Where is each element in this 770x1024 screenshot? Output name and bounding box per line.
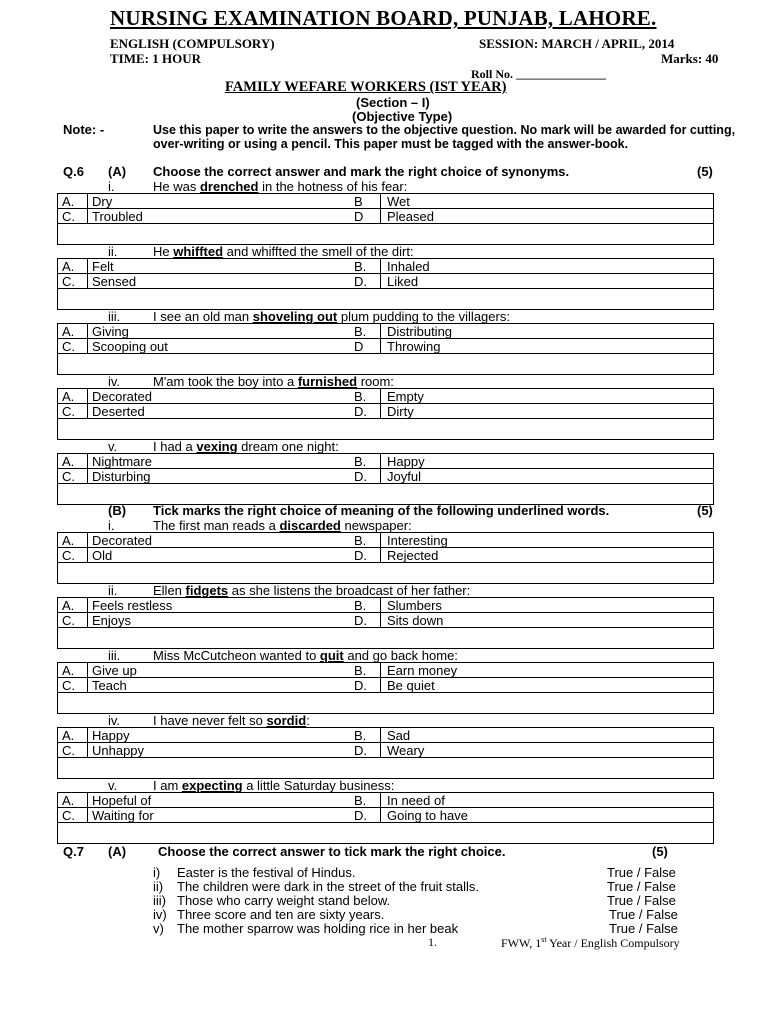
note-text: Use this paper to write the answers to the objective question. No mark will be awarded for cutting, over-writing or using a pencil. This paper must be tagged with the answer-book. bbox=[153, 123, 736, 151]
option-d[interactable]: Pleased bbox=[387, 209, 434, 224]
option-letter: B. bbox=[354, 259, 367, 274]
option-b[interactable]: Slumbers bbox=[387, 598, 442, 613]
option-c[interactable]: Old bbox=[92, 548, 113, 563]
option-letter: D bbox=[354, 209, 364, 224]
option-a[interactable]: Giving bbox=[92, 324, 129, 339]
option-letter: C. bbox=[62, 469, 75, 484]
true-false-statement bbox=[153, 879, 479, 894]
option-a[interactable]: Nightmare bbox=[92, 454, 152, 469]
question-text-post: newspaper: bbox=[340, 518, 412, 533]
underlined-word: vexing bbox=[196, 439, 238, 454]
session-label: SESSION: MARCH / APRIL, 2014 bbox=[479, 36, 675, 51]
option-b[interactable]: In need of bbox=[387, 793, 445, 808]
option-letter: C. bbox=[62, 613, 75, 628]
question-text-pre: I am bbox=[153, 778, 182, 793]
option-letter: A. bbox=[62, 728, 75, 743]
option-b[interactable]: Happy bbox=[387, 454, 425, 469]
answer-space[interactable] bbox=[58, 758, 713, 778]
options-row bbox=[58, 663, 713, 678]
board-title: NURSING EXAMINATION BOARD, PUNJAB, LAHORE. bbox=[110, 6, 657, 30]
true-false-statement bbox=[153, 907, 384, 922]
question-text-post: a little Saturday business: bbox=[242, 778, 395, 793]
question-text-post: dream one night: bbox=[237, 439, 339, 454]
question-number: v. bbox=[108, 778, 118, 793]
option-letter: B bbox=[354, 194, 363, 209]
section-label: (Section – I) bbox=[356, 95, 430, 110]
question-stem bbox=[108, 519, 412, 533]
option-letter: D. bbox=[354, 808, 367, 823]
option-d[interactable]: Sits down bbox=[387, 613, 444, 628]
options-row bbox=[58, 404, 713, 419]
question-stem bbox=[108, 440, 339, 454]
options-row bbox=[58, 454, 713, 469]
options-row bbox=[58, 678, 713, 693]
options-row bbox=[58, 808, 713, 823]
option-d[interactable]: Joyful bbox=[387, 469, 421, 484]
option-letter: B. bbox=[354, 533, 367, 548]
option-b[interactable]: Earn money bbox=[387, 663, 458, 678]
question-text-pre: Miss McCutcheon wanted to bbox=[153, 648, 320, 663]
option-b[interactable]: Interesting bbox=[387, 533, 448, 548]
option-a[interactable]: Happy bbox=[92, 728, 130, 743]
options-row bbox=[58, 793, 713, 808]
statement-text: Three score and ten are sixty years. bbox=[177, 907, 385, 922]
question-text-post: plum pudding to the villagers: bbox=[337, 309, 510, 324]
true-false-choice[interactable]: True / False bbox=[607, 865, 676, 880]
subject-label: ENGLISH (COMPULSORY) bbox=[110, 36, 275, 51]
question-text-post: and go back home: bbox=[343, 648, 458, 663]
true-false-choice[interactable]: True / False bbox=[607, 893, 676, 908]
question-stem bbox=[108, 649, 458, 663]
option-letter: D. bbox=[354, 613, 367, 628]
option-d[interactable]: Throwing bbox=[387, 339, 441, 354]
options-row bbox=[58, 743, 713, 758]
question-number: v. bbox=[108, 439, 118, 454]
option-letter: D. bbox=[354, 469, 367, 484]
q6-part-b-marks: (5) bbox=[697, 503, 713, 518]
option-letter: D. bbox=[354, 548, 367, 563]
option-letter: C. bbox=[62, 209, 75, 224]
statement-text: Easter is the festival of Hindus. bbox=[177, 865, 356, 880]
q6-part-b-label: (B) bbox=[108, 503, 127, 518]
true-false-statement bbox=[153, 893, 390, 908]
underlined-word: furnished bbox=[297, 374, 358, 389]
option-letter: A. bbox=[62, 454, 75, 469]
question-number: i. bbox=[108, 518, 115, 533]
option-d[interactable]: Rejected bbox=[387, 548, 439, 563]
option-letter: C. bbox=[62, 339, 75, 354]
option-letter: D. bbox=[354, 404, 367, 419]
option-a[interactable]: Decorated bbox=[92, 533, 152, 548]
options-row bbox=[58, 274, 713, 289]
q6-part-a-label: (A) bbox=[108, 164, 127, 179]
options-row bbox=[58, 598, 713, 613]
option-c[interactable]: Teach bbox=[92, 678, 127, 693]
statement-number: v) bbox=[153, 921, 164, 936]
question-stem bbox=[108, 180, 407, 194]
option-c[interactable]: Deserted bbox=[92, 404, 145, 419]
question-stem bbox=[108, 375, 394, 389]
question-stem bbox=[108, 310, 510, 324]
question-stem bbox=[108, 584, 470, 598]
answer-space[interactable] bbox=[58, 693, 713, 713]
question-text-post: and whiffted the smell of the dirt: bbox=[223, 244, 414, 259]
statement-text: The mother sparrow was holding rice in her beak bbox=[177, 921, 459, 936]
options-row bbox=[58, 339, 713, 354]
answer-space[interactable] bbox=[58, 419, 713, 439]
option-c[interactable]: Unhappy bbox=[92, 743, 145, 758]
option-letter: A. bbox=[62, 598, 75, 613]
answer-space[interactable] bbox=[58, 823, 713, 843]
underlined-word: quit bbox=[319, 648, 344, 663]
option-a[interactable]: Dry bbox=[92, 194, 113, 209]
option-c[interactable]: Scooping out bbox=[92, 339, 168, 354]
options-row bbox=[58, 548, 713, 563]
q6-part-b-instruction: Tick marks the right choice of meaning of the following underlined words. bbox=[153, 503, 610, 518]
option-letter: B. bbox=[354, 728, 367, 743]
options-table bbox=[57, 388, 714, 440]
question-number: iv. bbox=[108, 374, 121, 389]
option-letter: B. bbox=[354, 793, 367, 808]
option-letter: D. bbox=[354, 743, 367, 758]
option-letter: C. bbox=[62, 404, 75, 419]
options-table bbox=[57, 727, 714, 779]
option-letter: B. bbox=[354, 389, 367, 404]
question-text-post: : bbox=[306, 713, 310, 728]
option-letter: A. bbox=[62, 259, 75, 274]
statement-number: iii) bbox=[153, 893, 166, 908]
option-b[interactable]: Sad bbox=[387, 728, 411, 743]
option-d[interactable]: Liked bbox=[387, 274, 419, 289]
options-row bbox=[58, 194, 713, 209]
options-row bbox=[58, 324, 713, 339]
options-row bbox=[58, 259, 713, 274]
option-c[interactable]: Enjoys bbox=[92, 613, 132, 628]
options-table bbox=[57, 662, 714, 714]
option-letter: A. bbox=[62, 533, 75, 548]
option-b[interactable]: Inhaled bbox=[387, 259, 430, 274]
options-row bbox=[58, 728, 713, 743]
options-row bbox=[58, 389, 713, 404]
underlined-word: drenched bbox=[199, 179, 259, 194]
question-number: ii. bbox=[108, 583, 118, 598]
option-letter: A. bbox=[62, 663, 75, 678]
footer-text: FWW, 1st Year / English Compulsory bbox=[501, 935, 680, 950]
true-false-choice[interactable]: True / False bbox=[609, 921, 678, 936]
option-letter: D. bbox=[354, 274, 367, 289]
option-a[interactable]: Felt bbox=[92, 259, 114, 274]
option-letter: D. bbox=[354, 678, 367, 693]
option-a[interactable]: Hopeful of bbox=[92, 793, 152, 808]
option-letter: B. bbox=[354, 663, 367, 678]
q7-marks: (5) bbox=[652, 844, 668, 859]
answer-space[interactable] bbox=[58, 289, 713, 309]
question-number: ii. bbox=[108, 244, 118, 259]
options-table bbox=[57, 193, 714, 245]
option-d[interactable]: Be quiet bbox=[387, 678, 435, 693]
q6-number: Q.6 bbox=[63, 164, 84, 179]
question-text-post: as she listens the broadcast of her father: bbox=[228, 583, 471, 598]
question-number: iv. bbox=[108, 713, 121, 728]
option-letter: C. bbox=[62, 678, 75, 693]
option-c[interactable]: Disturbing bbox=[92, 469, 151, 484]
options-table bbox=[57, 597, 714, 649]
true-false-choice[interactable]: True / False bbox=[609, 907, 678, 922]
question-text-post: in the hotness of his fear: bbox=[258, 179, 408, 194]
time-label: TIME: 1 HOUR bbox=[110, 51, 201, 66]
question-number: iii. bbox=[108, 309, 121, 324]
option-letter: C. bbox=[62, 274, 75, 289]
option-letter: A. bbox=[62, 389, 75, 404]
option-letter: B. bbox=[354, 454, 367, 469]
question-text-pre: I see an old man bbox=[153, 309, 253, 324]
question-text-post: room: bbox=[357, 374, 394, 389]
options-row bbox=[58, 533, 713, 548]
option-c[interactable]: Troubled bbox=[92, 209, 143, 224]
option-a[interactable]: Feels restless bbox=[92, 598, 173, 613]
question-stem bbox=[108, 779, 394, 793]
q7-instruction: Choose the correct answer to tick mark the right choice. bbox=[158, 844, 506, 859]
answer-space[interactable] bbox=[58, 563, 713, 583]
options-table bbox=[57, 532, 714, 584]
options-table bbox=[57, 453, 714, 505]
question-text-pre: I had a bbox=[153, 439, 197, 454]
option-a[interactable]: Give up bbox=[92, 663, 137, 678]
q7-part-label: (A) bbox=[108, 844, 127, 859]
option-letter: C. bbox=[62, 743, 75, 758]
underlined-word: expecting bbox=[181, 778, 243, 793]
options-table bbox=[57, 258, 714, 310]
marks-label: Marks: 40 bbox=[661, 51, 719, 66]
statement-number: i) bbox=[153, 865, 161, 880]
option-letter: A. bbox=[62, 793, 75, 808]
answer-space[interactable] bbox=[58, 628, 713, 648]
question-stem bbox=[108, 245, 414, 259]
option-letter: D bbox=[354, 339, 364, 354]
options-row bbox=[58, 209, 713, 224]
q6-part-a-instruction: Choose the correct answer and mark the right choice of synonyms. bbox=[153, 164, 570, 179]
option-d[interactable]: Going to have bbox=[387, 808, 468, 823]
option-letter: A. bbox=[62, 324, 75, 339]
option-b[interactable]: Distributing bbox=[387, 324, 453, 339]
question-text-pre: M'am took the boy into a bbox=[153, 374, 298, 389]
question-text-pre: Ellen bbox=[153, 583, 186, 598]
option-a[interactable]: Decorated bbox=[92, 389, 152, 404]
option-letter: C. bbox=[62, 808, 75, 823]
answer-space[interactable] bbox=[58, 354, 713, 374]
true-false-statement bbox=[153, 865, 355, 880]
q7-number: Q.7 bbox=[63, 844, 84, 859]
statement-text: Those who carry weight stand below. bbox=[177, 893, 391, 908]
option-letter: A. bbox=[62, 194, 75, 209]
question-stem bbox=[108, 714, 310, 728]
underlined-word: sordid bbox=[266, 713, 307, 728]
answer-space[interactable] bbox=[58, 224, 713, 244]
option-d[interactable]: Weary bbox=[387, 743, 425, 758]
options-table bbox=[57, 792, 714, 844]
statement-number: iv) bbox=[153, 907, 167, 922]
underlined-word: shoveling out bbox=[252, 309, 338, 324]
option-letter: B. bbox=[354, 598, 367, 613]
option-b[interactable]: Wet bbox=[387, 194, 410, 209]
question-number: i. bbox=[108, 179, 115, 194]
question-text-pre: The first man reads a bbox=[153, 518, 280, 533]
statement-text: The children were dark in the street of the fruit stalls. bbox=[177, 879, 480, 894]
options-table bbox=[57, 323, 714, 375]
underlined-word: whiffted bbox=[173, 244, 224, 259]
option-letter: C. bbox=[62, 548, 75, 563]
option-d[interactable]: Dirty bbox=[387, 404, 414, 419]
true-false-statement bbox=[153, 921, 458, 936]
question-text-pre: He was bbox=[153, 179, 200, 194]
page-number: 1. bbox=[428, 935, 437, 949]
true-false-choice[interactable]: True / False bbox=[607, 879, 676, 894]
underlined-word: discarded bbox=[279, 518, 341, 533]
underlined-word: fidgets bbox=[185, 583, 229, 598]
question-number: iii. bbox=[108, 648, 121, 663]
question-text-pre: He bbox=[153, 244, 174, 259]
objective-type-label: (Objective Type) bbox=[352, 109, 453, 124]
option-b[interactable]: Empty bbox=[387, 389, 424, 404]
options-row bbox=[58, 469, 713, 484]
option-letter: B. bbox=[354, 324, 367, 339]
q6-part-a-marks: (5) bbox=[697, 164, 713, 179]
roll-number: Roll No. _______________ bbox=[471, 67, 606, 81]
option-c[interactable]: Sensed bbox=[92, 274, 137, 289]
option-c[interactable]: Waiting for bbox=[92, 808, 154, 823]
statement-number: ii) bbox=[153, 879, 164, 894]
answer-space[interactable] bbox=[58, 484, 713, 504]
question-text-pre: I have never felt so bbox=[153, 713, 267, 728]
options-row bbox=[58, 613, 713, 628]
note-label: Note: - bbox=[63, 122, 105, 137]
course-title: FAMILY WEFARE WORKERS (IST YEAR) bbox=[225, 79, 507, 95]
